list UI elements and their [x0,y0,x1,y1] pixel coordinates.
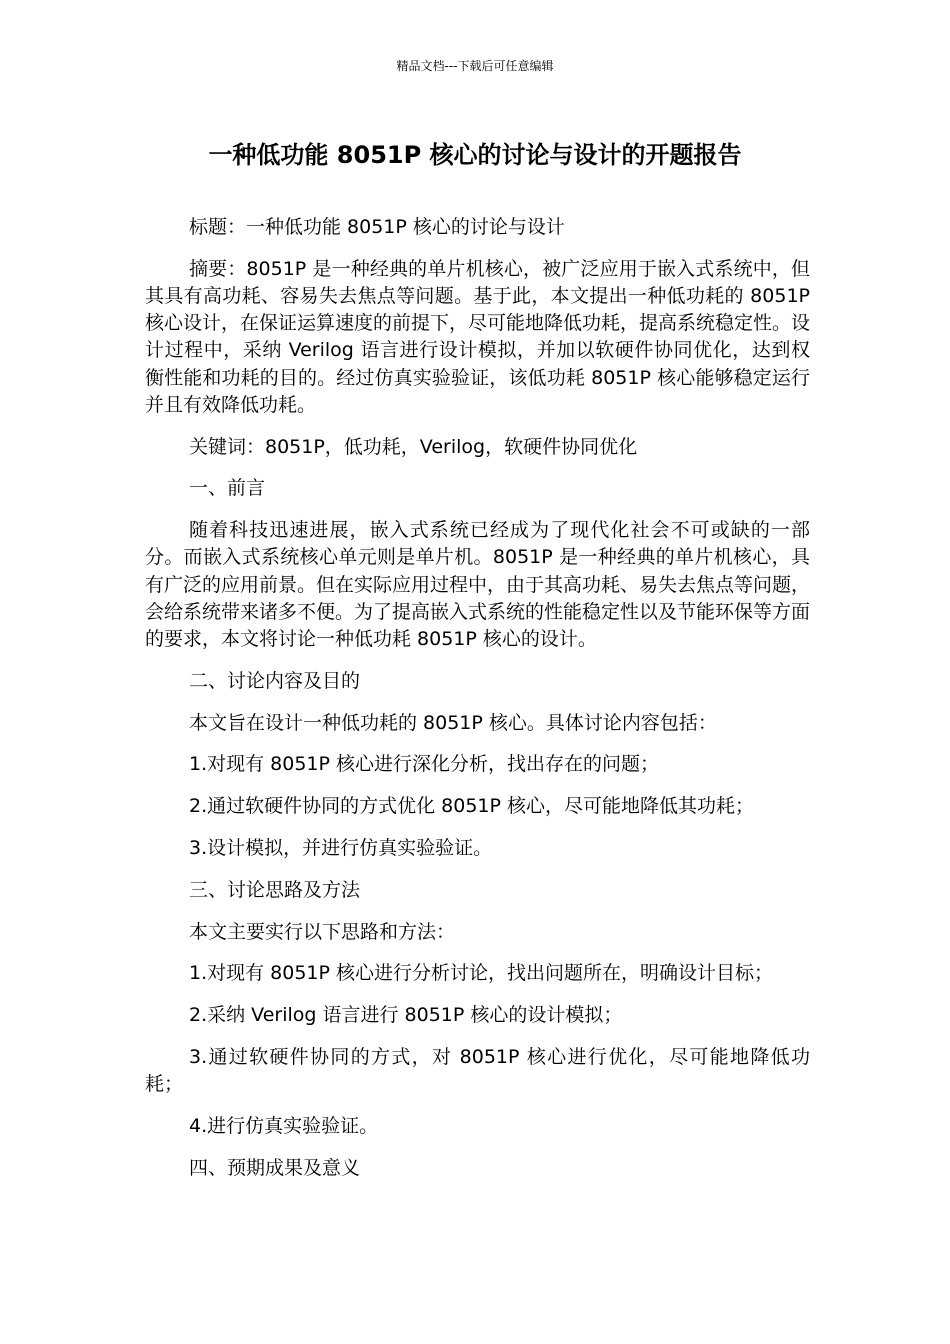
section-heading-expected-results: 四、预期成果及意义 [189,1156,361,1179]
header-note: 精品文档---下载后可任意编辑 [396,59,554,73]
list-item: 4.进行仿真实验验证。 [189,1114,379,1137]
document-title: 一种低功能 8051P 核心的讨论与设计的开题报告 [208,141,742,169]
document-body [145,214,810,1197]
list-item: 2.采纳 Verilog 语言进行 8051P 核心的设计模拟； [189,1004,623,1027]
paragraph-preface: 随着科技迅速进展，嵌入式系统已经成为了现代化社会不可或缺的一部分。而嵌入式系统核心单元则是单片机。8051P 是一种经典的单片机核心，具有广泛的应用前景。但在实际应用过程中，由于其高功耗、易失去焦点等问题，会给系统带来诸多不便。为了提高嵌入式系统的性能稳定性以及节能环保等方面的要求，本文将讨论一种低功耗 8051P 核心的设计。 [145,519,811,651]
section-heading-methods: 三、讨论思路及方法 [189,878,361,901]
paragraph-methods-intro: 本文主要实行以下思路和方法： [189,920,456,943]
list-item: 1.对现有 8051P 核心进行分析讨论，找出问题所在，明确设计目标； [189,962,774,985]
paragraph-abstract: 摘要：8051P 是一种经典的单片机核心，被广泛应用于嵌入式系统中，但其具有高功耗、容易失去焦点等问题。基于此，本文提出一种低功耗的 8051P 核心设计，在保证运算速度的前提下，尽可能地降低功耗，提高系统稳定性。设计过程中，采纳 Verilog 语言进行设计模拟，并加以软硬件协同优化，达到权衡性能和功耗的目的。经过仿真实验验证，该低功耗 8051P 核心能够稳定运行并且有效降低功耗。 [145,257,811,416]
paragraph-heading-line: 标题：一种低功能 8051P 核心的讨论与设计 [189,216,565,238]
paragraph-keywords: 关键词：8051P，低功耗，Verilog，软硬件协同优化 [189,435,638,458]
list-item: 1.对现有 8051P 核心进行深化分析，找出存在的问题； [189,753,660,776]
list-item: 3.通过软硬件协同的方式，对 8051P 核心进行优化，尽可能地降低功耗； [145,1045,810,1096]
section-heading-preface: 一、前言 [189,477,266,500]
section-heading-content-purpose: 二、讨论内容及目的 [189,669,361,692]
list-item: 2.通过软硬件协同的方式优化 8051P 核心，尽可能地降低其功耗； [189,795,755,818]
paragraph-content-intro: 本文旨在设计一种低功耗的 8051P 核心。具体讨论内容包括： [189,711,717,734]
list-item: 3.设计模拟，并进行仿真实验验证。 [189,837,493,859]
